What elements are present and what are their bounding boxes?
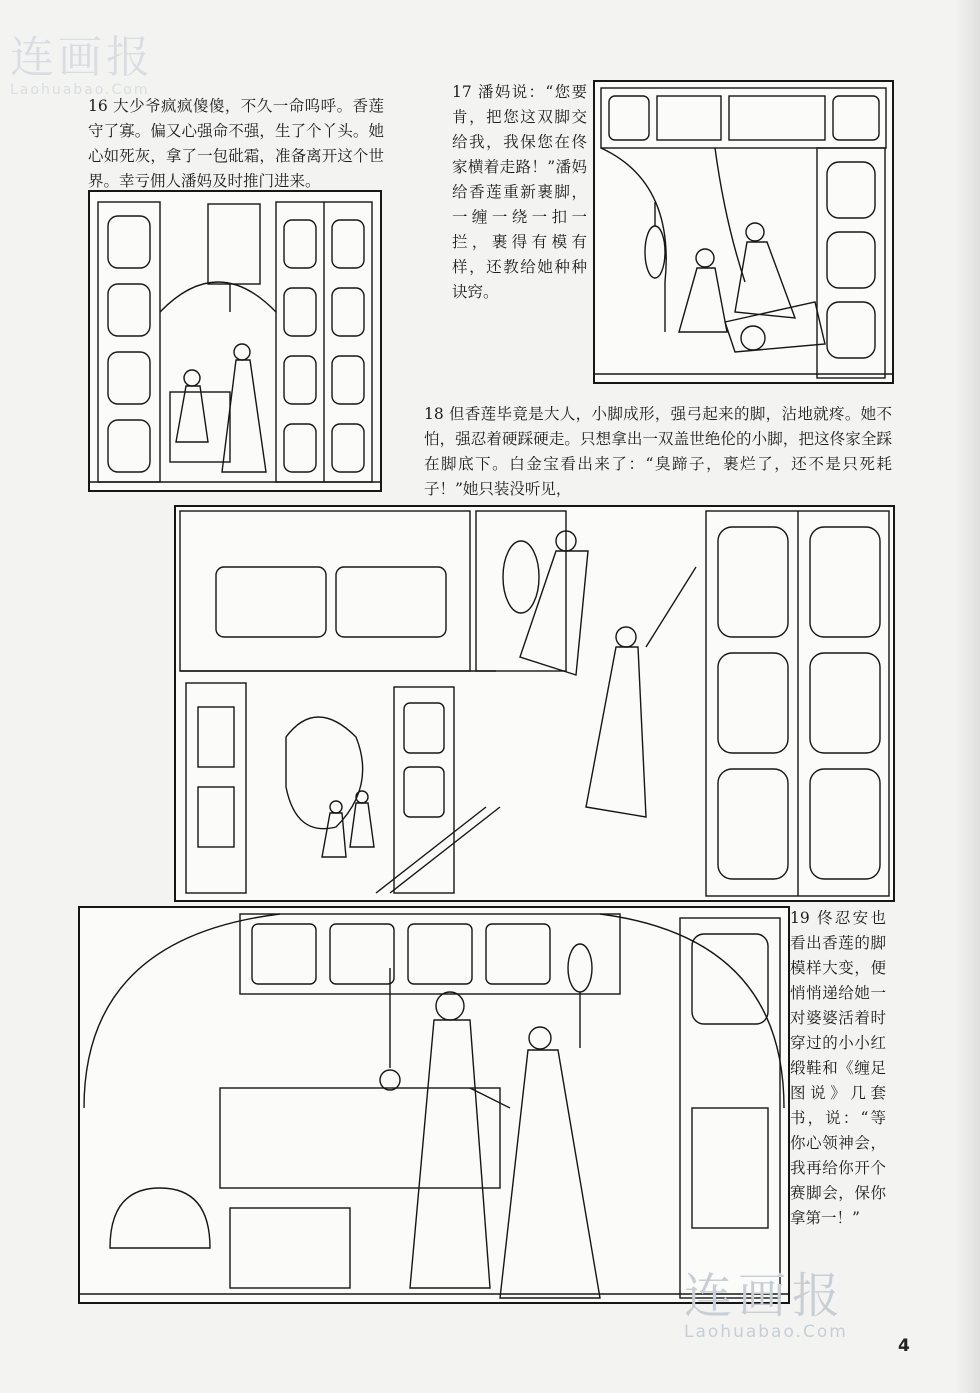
illustration-panel-16 <box>88 190 382 492</box>
watermark-bottom <box>684 1268 904 1342</box>
illustration-panel-17 <box>593 80 894 384</box>
page-number: 4 <box>898 1336 910 1356</box>
watermark-url: Laohuabao.Com <box>10 82 150 98</box>
caption-panel-19: 19 佟忍安也看出香莲的脚模样大变，便悄悄递给她一对婆婆活着时穿过的小小红缎鞋和《缠足图说》几套书，说：“等你心领神会，我再给你开个赛脚会，保你拿第一！” <box>790 909 886 1227</box>
watermark-url: Laohuabao.Com <box>684 1322 848 1342</box>
caption-panel-16: 16 大少爷疯疯傻傻，不久一命呜呼。香莲守了寡。偏又心强命不强，生了个丫头。她心如死灰，拿了一包砒霜，准备离开这个世界。幸亏佣人潘妈及时推门进来。 <box>88 97 384 190</box>
watermark-logo: 连画报 <box>684 1268 847 1324</box>
illustration-panel-19 <box>78 906 790 1304</box>
watermark-logo: 连画报 <box>10 32 154 83</box>
caption-panel-18: 18 但香莲毕竟是大人，小脚成形，强弓起来的脚，沾地就疼。她不怕，强忍着硬踩硬走。只想拿出一双盖世绝伦的小脚，把这佟家全踩在脚底下。白金宝看出来了：“臭蹄子，裹烂了，还不是只死耗子！”她只装没听见， <box>424 405 892 498</box>
watermark-top <box>10 32 210 98</box>
illustration-panel-18 <box>174 505 895 902</box>
caption-panel-17: 17 潘妈说：“您要肯，把您这双脚交给我，我保您在佟家横着走路！”潘妈给香莲重新裹脚，一缠一绕一扣一拦，裹得有模有样，还教给她种种诀窍。 <box>452 83 587 301</box>
